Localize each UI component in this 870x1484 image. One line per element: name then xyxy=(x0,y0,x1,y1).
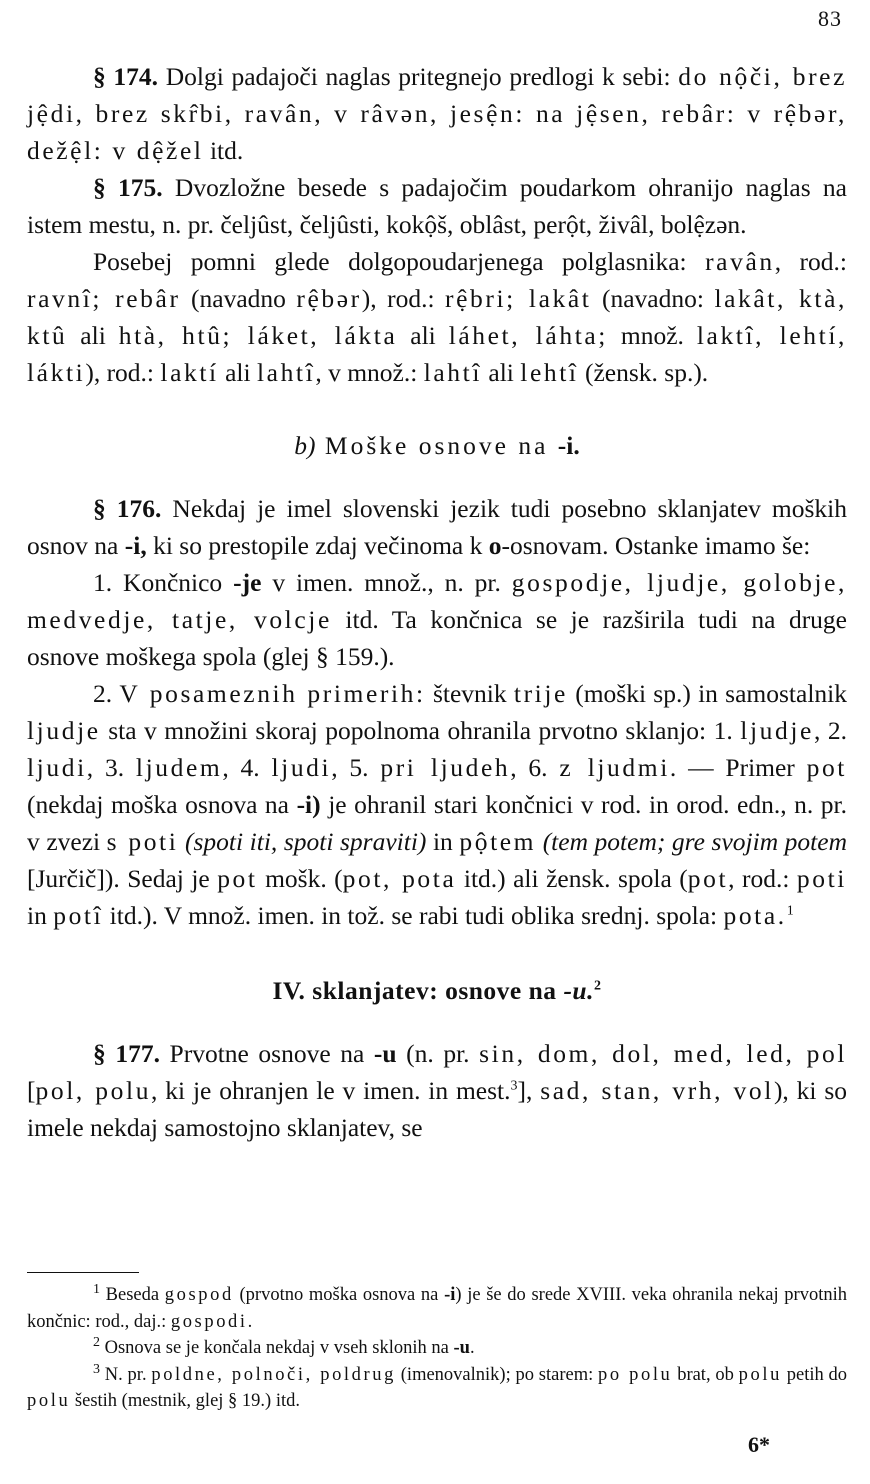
footnotes xyxy=(27,1282,847,1415)
footnote-divider xyxy=(27,1272,139,1273)
section-number: § 175. xyxy=(93,173,163,202)
footnote-3: $^3$ N. pr. poldne, polnoči, poldrug (imenovalnik); po starem: po polu brat, ob polu petih do polu šestih (mestnik, glej § 19.) itd. xyxy=(27,1361,848,1411)
section-number: § 174. xyxy=(93,62,159,91)
footnote-ref-2[interactable]: 2 xyxy=(594,978,602,994)
section-176: § 176. Nekdaj je imel slovenski jezik tudi posebno sklanjatev moških osnov na -i, ki so prestopile zdaj večinoma k o-osnovam. Ostanke imamo še: xyxy=(27,494,848,560)
example-words: do nộči, brez jệdi, brez skr̂bi, ravân, v râvən, jesện: na jệsen, rebâr: v rệbər, dežệl: v dệžel xyxy=(27,62,847,165)
footnote-2: $^2$ Osnova se je končala nekdaj v vseh sklonih na -u. xyxy=(93,1334,475,1358)
section-175: § 175. Dvozložne besede s padajočim poudarkom ohranijo naglas na istem mestu, n. pr. čeljûst, čeljûsti, kokộš, oblâst, perột, živâl, bolệzən. xyxy=(27,173,847,239)
list-item-2: 2. V posameznih primerih: števnik trije (moški sp.) in samostalnik ljudje sta v množini skoraj popolnoma ohranila prvotno sklanjo: 1. ljudje, 2. ljudi, 3. ljudem, 4. ljudi, 5. pri ljudeh, 6. z ljudmi. — Primer pot (nekdaj moška osnova na -i) je ohranil stari končnici v rod. in orod. edn., n. pr. v zvezi s poti (spoti iti, spoti spraviti) in pộtem (tem potem; gre svojim potem [Jurčič]). Sedaj je pot mošk. (pot, pota itd.) ali žensk. spola (pot, rod.: poti in potî itd.). V množ. imen. in tož. se rabi tudi oblika srednj. spola: pota.$^1$ xyxy=(27,679,848,930)
main-text xyxy=(27,58,847,1146)
footnote-1: $^1$ Beseda gospod (prvotno moška osnova na -i) je še do srede XVIII. veka ohranila nekaj prvotnih končnic: rod., daj.: gospodi. xyxy=(27,1281,847,1332)
page-number: 83 xyxy=(818,6,842,31)
section-number: § 176. xyxy=(93,494,162,523)
section-174: § 174. Dolgi padajoči naglas pritegnejo predlogi k sebi: do nộči, brez jệdi, brez skr̂bi, ravân, v râvən, jesện: na jệsen, rebâr: v rệbər, dežệl: v dệžel itd. xyxy=(27,62,847,165)
footnote-ref-3[interactable]: 3 xyxy=(510,1078,518,1094)
list-item-1: 1. Končnico -je v imen. množ., n. pr. gospodje, ljudje, golobje, medvedje, tatje, volcje itd. Ta končnica se je razširila tudi na druge osnove moškega spola (glej § 159.). xyxy=(27,568,847,671)
footnote-number: 1 xyxy=(93,1281,100,1297)
chapter-heading-iv: IV. sklanjatev: osnove na -u.$^2$ xyxy=(272,976,602,1005)
section-177: § 177. Prvotne osnove na -u (n. pr. sin, dom, dol, med, led, pol [pol, polu, ki je ohranjen le v imen. in mest.$^3$], sad, stan, vrh, vol), ki so imele nekdaj samostojno sklanjatev, se xyxy=(27,1039,848,1142)
footnote-number: 2 xyxy=(93,1334,100,1350)
footnote-ref-1[interactable]: 1 xyxy=(786,903,794,919)
section-number: § 177. xyxy=(93,1039,160,1068)
sheet-signature-mark: 6* xyxy=(748,1432,770,1457)
subheading-b: b) Moške osnove na -i. xyxy=(294,431,580,460)
paragraph-posebej: Posebej pomni glede dolgopoudarjenega polglasnika: ravân, rod.: ravnî; rebâr (navadno rệbər), rod.: rệbri; lakât (navadno: lakât, ktà, ktû ali htà, htû; láket, lákta ali láhet, láhta; množ. laktî, lehtí, lákti), rod.: laktí ali lahtî, v množ.: lahtî ali lehtî (žensk. sp.). xyxy=(27,247,847,387)
footnote-number: 3 xyxy=(93,1361,100,1377)
